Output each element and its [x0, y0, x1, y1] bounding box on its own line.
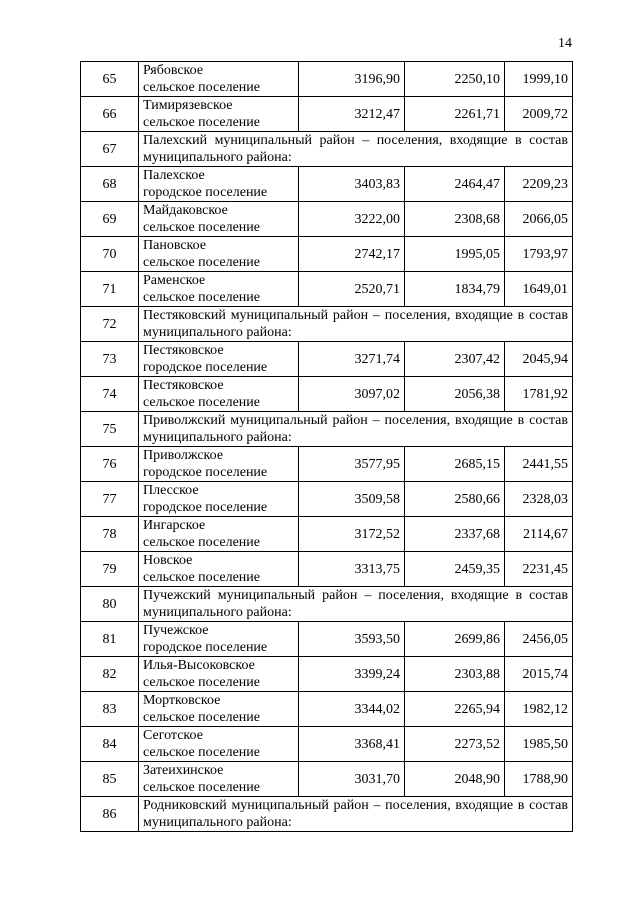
value-cell-2: 2464,47 [405, 167, 505, 202]
settlement-name-line1: Майдаковское [143, 203, 228, 218]
row-number: 84 [81, 727, 139, 762]
value-cell-2: 2250,10 [405, 62, 505, 97]
value-cell-2: 2337,68 [405, 517, 505, 552]
value-cell-2: 2699,86 [405, 622, 505, 657]
value-cell-2: 2303,88 [405, 657, 505, 692]
settlement-name-line1: Пановское [143, 238, 207, 253]
value-cell-1: 3577,95 [299, 447, 405, 482]
table-row [81, 237, 573, 272]
district-header-row [81, 587, 573, 622]
row-number: 77 [81, 482, 139, 517]
value-cell-3: 2045,94 [505, 342, 573, 377]
value-cell-2: 2273,52 [405, 727, 505, 762]
row-number: 70 [81, 237, 139, 272]
settlement-name [139, 237, 299, 272]
settlement-name [139, 377, 299, 412]
value-cell-3: 1982,12 [505, 692, 573, 727]
table-body [81, 62, 573, 832]
table-row [81, 202, 573, 237]
settlement-name-line1: Приволжское [143, 448, 224, 463]
table-row [81, 447, 573, 482]
settlement-name-line1: Новское [143, 553, 193, 568]
settlement-name-line2: сельское поселение [143, 570, 260, 585]
value-cell-3: 1788,90 [505, 762, 573, 797]
row-number: 75 [81, 412, 139, 447]
value-cell-3: 1985,50 [505, 727, 573, 762]
row-number: 68 [81, 167, 139, 202]
value-cell-1: 3313,75 [299, 552, 405, 587]
row-number: 82 [81, 657, 139, 692]
value-cell-1: 3271,74 [299, 342, 405, 377]
value-cell-3: 1781,92 [505, 377, 573, 412]
row-number: 74 [81, 377, 139, 412]
value-cell-3: 1649,01 [505, 272, 573, 307]
value-cell-1: 3403,83 [299, 167, 405, 202]
district-header-row [81, 797, 573, 832]
value-cell-2: 1834,79 [405, 272, 505, 307]
value-cell-1: 3344,02 [299, 692, 405, 727]
value-cell-2: 2580,66 [405, 482, 505, 517]
settlement-name-line2: сельское поселение [143, 80, 260, 95]
settlement-name-line1: Рябовское [143, 63, 204, 78]
value-cell-3: 2456,05 [505, 622, 573, 657]
value-cell-3: 2114,67 [505, 517, 573, 552]
settlement-name-line2: городское поселение [143, 500, 268, 515]
table-row [81, 272, 573, 307]
page-number: 14 [558, 36, 572, 51]
settlement-name-line2: городское поселение [143, 185, 268, 200]
value-cell-3: 1999,10 [505, 62, 573, 97]
table-row [81, 97, 573, 132]
settlements-table [80, 61, 573, 832]
value-cell-3: 1793,97 [505, 237, 573, 272]
value-cell-1: 3031,70 [299, 762, 405, 797]
row-number: 76 [81, 447, 139, 482]
settlement-name-line2: сельское поселение [143, 710, 260, 725]
row-number: 83 [81, 692, 139, 727]
value-cell-3: 2441,55 [505, 447, 573, 482]
row-number: 78 [81, 517, 139, 552]
value-cell-1: 3196,90 [299, 62, 405, 97]
settlement-name-line1: Пестяковское [143, 378, 224, 393]
table-row [81, 692, 573, 727]
table-row [81, 342, 573, 377]
table-row [81, 622, 573, 657]
value-cell-1: 3212,47 [299, 97, 405, 132]
settlement-name-line1: Пучежское [143, 623, 209, 638]
row-number: 85 [81, 762, 139, 797]
settlement-name-line2: сельское поселение [143, 395, 260, 410]
settlement-name [139, 552, 299, 587]
settlement-name-line1: Мортковское [143, 693, 221, 708]
district-title: Палехский муниципальный район – поселения, входящие в состав муниципального района: [139, 132, 573, 167]
row-number: 73 [81, 342, 139, 377]
row-number: 79 [81, 552, 139, 587]
settlement-name [139, 517, 299, 552]
settlement-name [139, 622, 299, 657]
table-row [81, 62, 573, 97]
value-cell-3: 2015,74 [505, 657, 573, 692]
settlement-name-line1: Плесское [143, 483, 199, 498]
settlement-name-line1: Пестяковское [143, 343, 224, 358]
settlement-name-line1: Тимирязевское [143, 98, 233, 113]
settlement-name [139, 727, 299, 762]
value-cell-3: 2066,05 [505, 202, 573, 237]
settlement-name-line2: сельское поселение [143, 780, 260, 795]
settlement-name [139, 482, 299, 517]
settlement-name [139, 657, 299, 692]
table-row [81, 727, 573, 762]
district-header-row [81, 412, 573, 447]
row-number: 80 [81, 587, 139, 622]
row-number: 69 [81, 202, 139, 237]
settlement-name-line2: городское поселение [143, 640, 268, 655]
settlement-name [139, 762, 299, 797]
settlement-name-line2: сельское поселение [143, 675, 260, 690]
row-number: 66 [81, 97, 139, 132]
settlement-name-line1: Палехское [143, 168, 205, 183]
value-cell-2: 2459,35 [405, 552, 505, 587]
district-title: Пестяковский муниципальный район – поселения, входящие в состав муниципального района: [139, 307, 573, 342]
settlement-name-line2: сельское поселение [143, 290, 260, 305]
settlement-name [139, 272, 299, 307]
district-title: Родниковский муниципальный район – поселения, входящие в состав муниципального района: [139, 797, 573, 832]
value-cell-1: 2520,71 [299, 272, 405, 307]
value-cell-1: 3368,41 [299, 727, 405, 762]
settlement-name [139, 447, 299, 482]
district-header-row [81, 132, 573, 167]
value-cell-2: 2307,42 [405, 342, 505, 377]
value-cell-2: 2308,68 [405, 202, 505, 237]
district-title: Пучежский муниципальный район – поселения, входящие в состав муниципального района: [139, 587, 573, 622]
settlement-name-line2: городское поселение [143, 360, 268, 375]
settlement-name-line1: Сеготское [143, 728, 203, 743]
value-cell-1: 3509,58 [299, 482, 405, 517]
district-title: Приволжский муниципальный район – поселения, входящие в состав муниципального района: [139, 412, 573, 447]
value-cell-2: 2056,38 [405, 377, 505, 412]
row-number: 86 [81, 797, 139, 832]
row-number: 81 [81, 622, 139, 657]
settlement-name-line2: городское поселение [143, 465, 268, 480]
settlement-name-line1: Затеихинское [143, 763, 224, 778]
value-cell-1: 3399,24 [299, 657, 405, 692]
settlement-name [139, 167, 299, 202]
value-cell-1: 3593,50 [299, 622, 405, 657]
value-cell-3: 2231,45 [505, 552, 573, 587]
value-cell-3: 2209,23 [505, 167, 573, 202]
settlement-name [139, 692, 299, 727]
settlement-name-line1: Раменское [143, 273, 206, 288]
row-number: 65 [81, 62, 139, 97]
value-cell-1: 3097,02 [299, 377, 405, 412]
value-cell-3: 2009,72 [505, 97, 573, 132]
value-cell-2: 2685,15 [405, 447, 505, 482]
value-cell-2: 1995,05 [405, 237, 505, 272]
settlement-name-line1: Илья-Высоковское [143, 658, 255, 673]
table-row [81, 482, 573, 517]
settlement-name-line2: сельское поселение [143, 220, 260, 235]
table-row [81, 762, 573, 797]
value-cell-2: 2261,71 [405, 97, 505, 132]
table-row [81, 517, 573, 552]
settlement-name-line2: сельское поселение [143, 745, 260, 760]
value-cell-2: 2048,90 [405, 762, 505, 797]
settlement-name-line2: сельское поселение [143, 535, 260, 550]
table-row [81, 657, 573, 692]
settlement-name [139, 97, 299, 132]
table-row [81, 167, 573, 202]
table-row [81, 552, 573, 587]
settlement-name [139, 62, 299, 97]
row-number: 67 [81, 132, 139, 167]
settlement-name-line2: сельское поселение [143, 255, 260, 270]
settlement-name [139, 342, 299, 377]
district-header-row [81, 307, 573, 342]
settlement-name-line2: сельское поселение [143, 115, 260, 130]
row-number: 72 [81, 307, 139, 342]
row-number: 71 [81, 272, 139, 307]
settlement-name [139, 202, 299, 237]
value-cell-1: 2742,17 [299, 237, 405, 272]
value-cell-3: 2328,03 [505, 482, 573, 517]
table-row [81, 377, 573, 412]
value-cell-1: 3172,52 [299, 517, 405, 552]
value-cell-2: 2265,94 [405, 692, 505, 727]
settlement-name-line1: Ингарское [143, 518, 206, 533]
value-cell-1: 3222,00 [299, 202, 405, 237]
